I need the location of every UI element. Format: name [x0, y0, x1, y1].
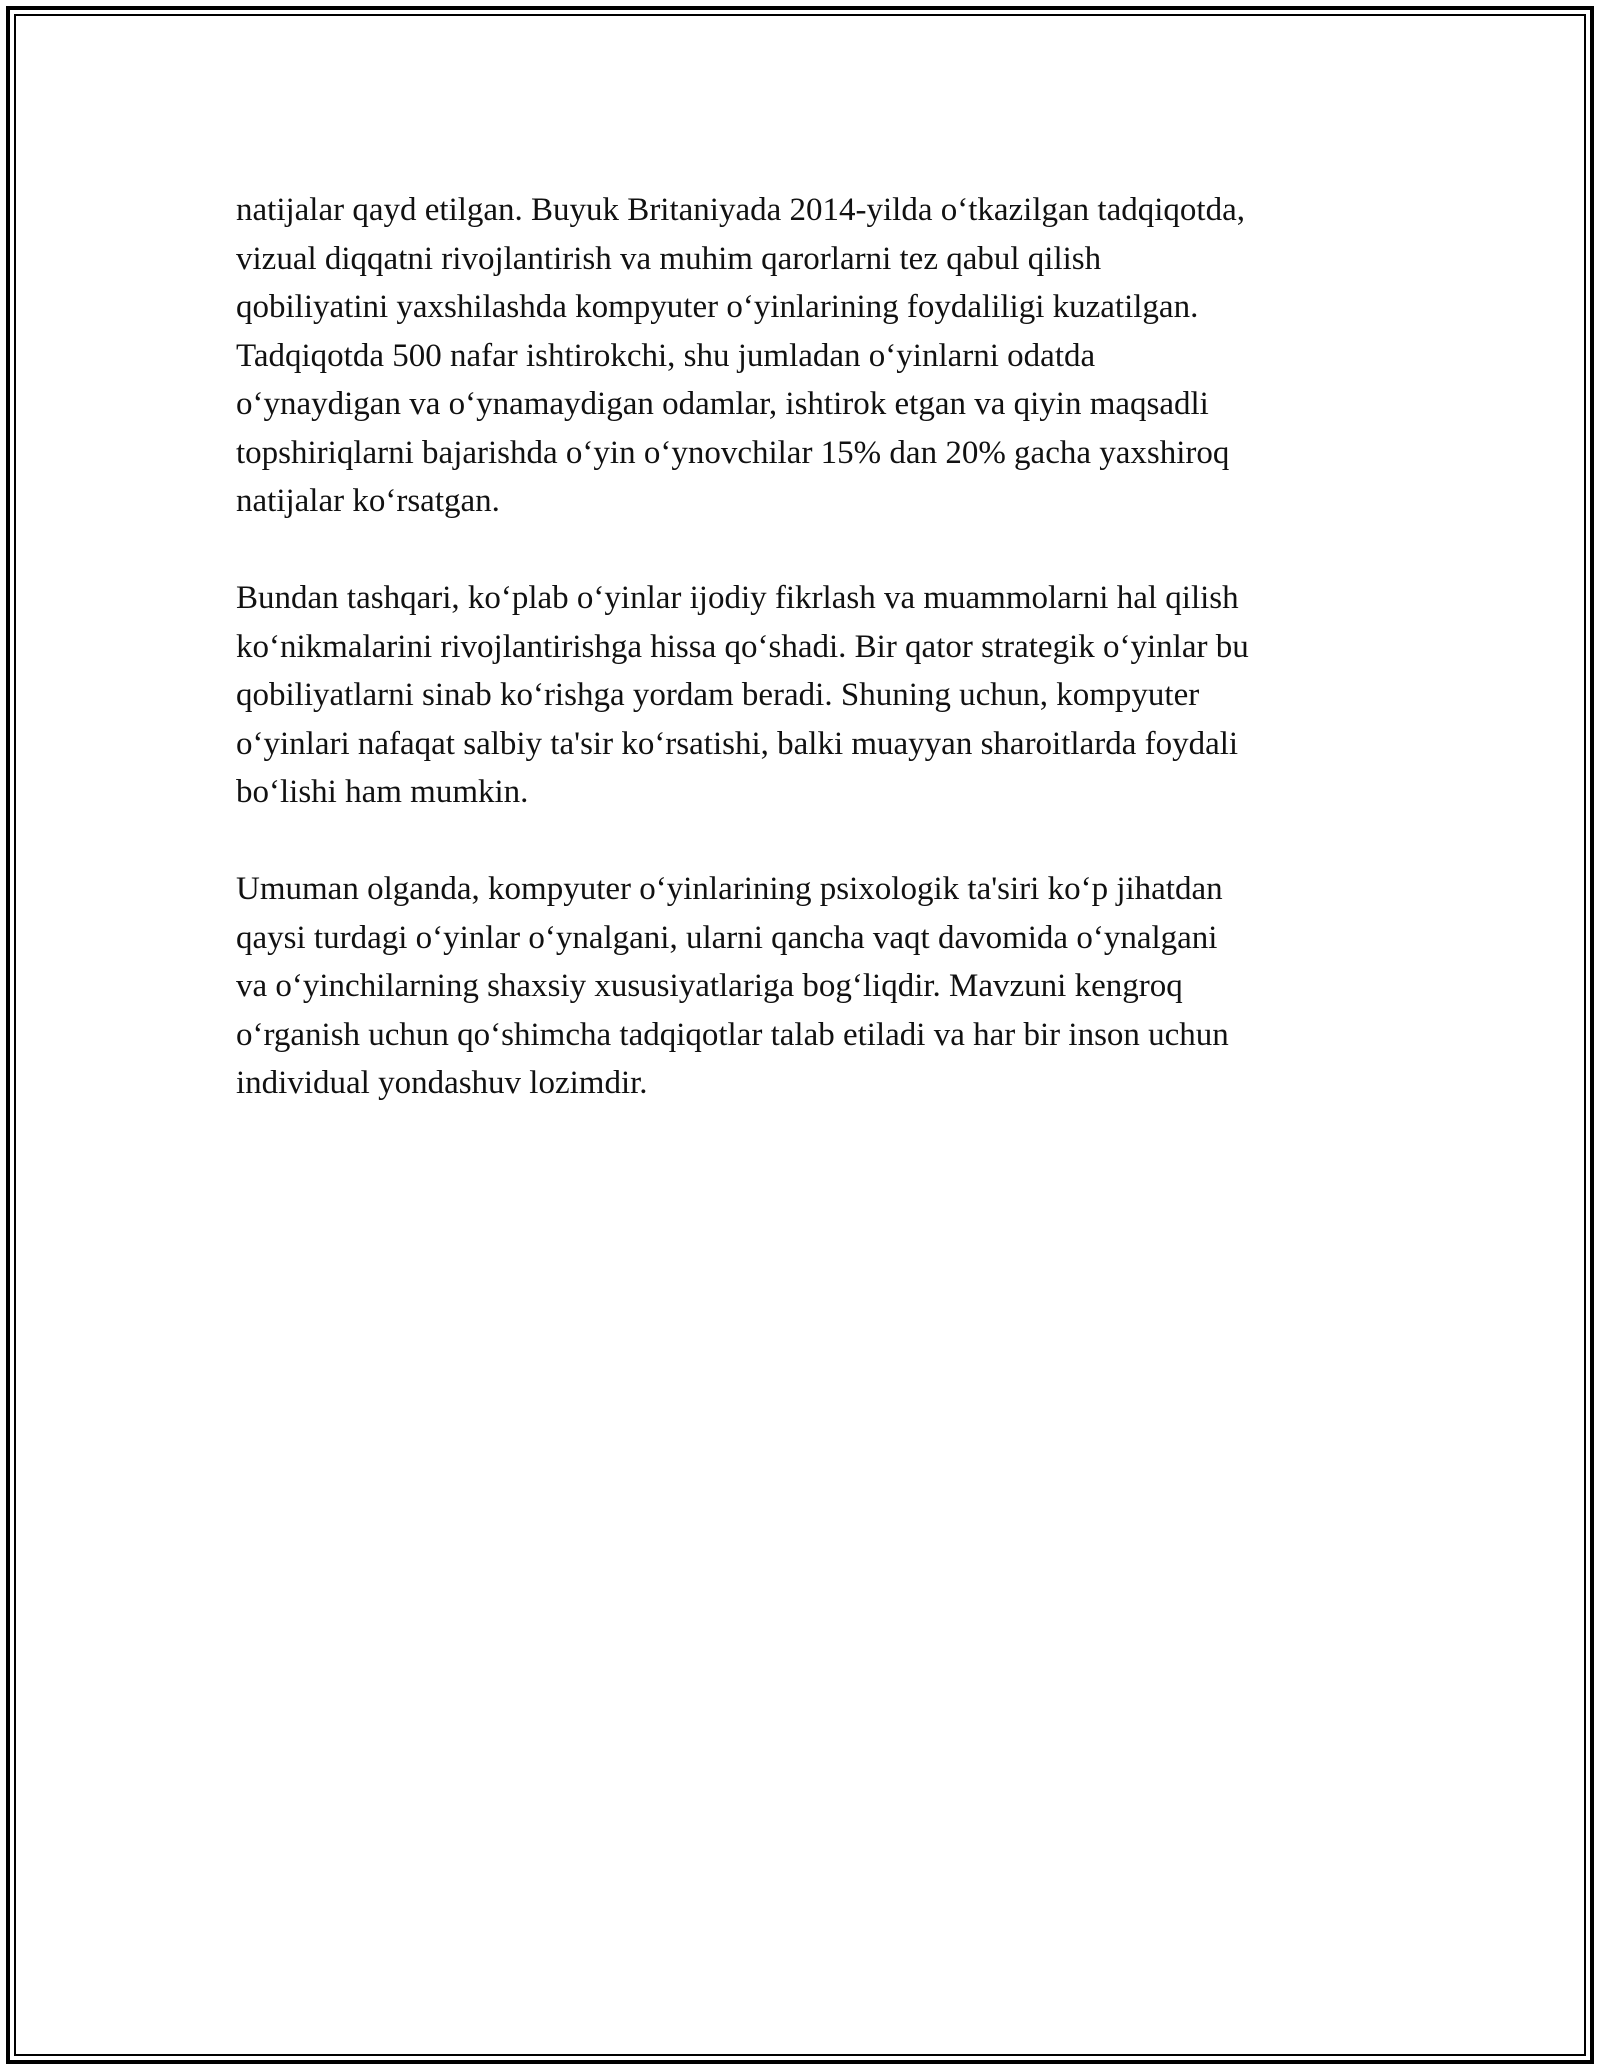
paragraph-line: natijalar qayd etilgan. Buyuk Britaniyada 2014-yilda o‘tkazilgan tadqiqotda,: [236, 192, 1245, 228]
paragraph-3: [236, 865, 1386, 1108]
paragraph-line: topshiriqlarni bajarishda o‘yin o‘ynovchilar 15% dan 20% gacha yaxshiroq: [236, 434, 1230, 471]
paragraph-line: Umuman olganda, kompyuter o‘yinlarining psixologik ta'siri ko‘p jihatdan: [236, 871, 1223, 907]
paragraph-line: vizual diqqatni rivojlantirish va muhim qarorlarni tez qabul qilish: [236, 240, 1102, 277]
paragraph-line: qobiliyatlarni sinab ko‘rishga yordam beradi. Shuning uchun, kompyuter: [236, 677, 1200, 713]
paragraph-line: bo‘lishi ham mumkin.: [236, 774, 529, 810]
paragraph-line: o‘ynaydigan va o‘ynamaydigan odamlar, ishtirok etgan va qiyin maqsadli: [236, 386, 1209, 422]
paragraph-line: Bundan tashqari, ko‘plab o‘yinlar ijodiy fikrlash va muammolarni hal qilish: [236, 580, 1239, 616]
paragraph-line: natijalar ko‘rsatgan.: [236, 483, 500, 519]
paragraph-2: [236, 574, 1386, 817]
paragraph-line: individual yondashuv lozimdir.: [236, 1065, 648, 1101]
paragraph-line: Tadqiqotda 500 nafar ishtirokchi, shu jumladan o‘yinlarni odatda: [236, 337, 1096, 374]
paragraph-line: o‘rganish uchun qo‘shimcha tadqiqotlar talab etiladi va har bir inson uchun: [236, 1016, 1229, 1053]
paragraph-line: qobiliyatini yaxshilashda kompyuter o‘yinlarining foydaliligi kuzatilgan.: [236, 289, 1199, 325]
document-body: [236, 186, 1386, 1156]
paragraph-line: ko‘nikmalarini rivojlantirishga hissa qo‘shadi. Bir qator strategik o‘yinlar bu: [236, 628, 1249, 665]
paragraph-line: va o‘yinchilarning shaxsiy xususiyatlariga bog‘liqdir. Mavzuni kengroq: [236, 968, 1183, 1004]
paragraph-1: [236, 186, 1386, 526]
paragraph-line: o‘yinlari nafaqat salbiy ta'sir ko‘rsatishi, balki muayyan sharoitlarda foydali: [236, 725, 1239, 762]
paragraph-line: qaysi turdagi o‘yinlar o‘ynalgani, ularni qancha vaqt davomida o‘ynalgani: [236, 919, 1218, 956]
